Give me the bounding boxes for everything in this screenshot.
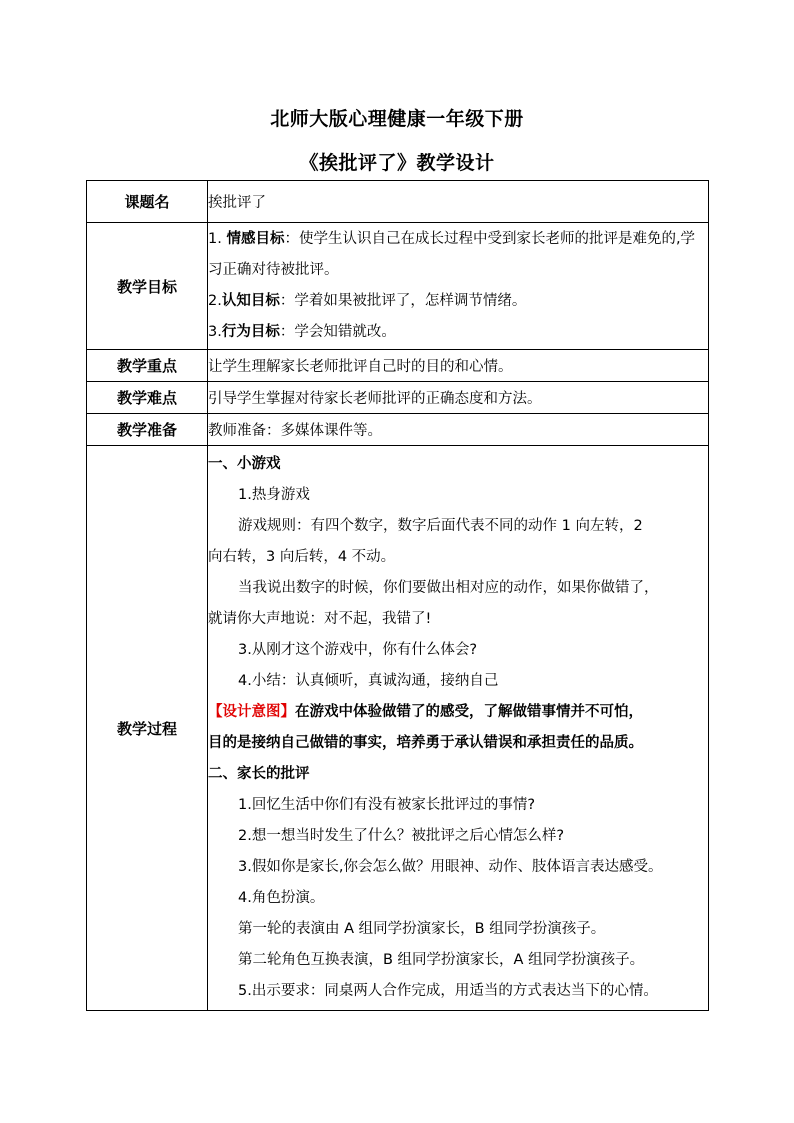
- goals-content: [208, 223, 709, 350]
- process-paragraph: 当我说出数字的时候，你们要做出相对应的动作，如果你做错了，: [238, 580, 659, 596]
- goals-label: 教学目标: [87, 223, 208, 350]
- difficulty-label: 教学难点: [87, 382, 208, 414]
- goal-heading: 行为目标: [221, 324, 280, 340]
- process-paragraph: 3.从刚才这个游戏中，你有什么体会?: [238, 642, 478, 658]
- goal-heading: 情感目标: [226, 231, 285, 247]
- difficulty-value: 引导学生掌握对待家长老师批评的正确态度和方法。: [208, 382, 709, 414]
- section-heading: 二、家长的批评: [208, 766, 310, 782]
- table-row: [87, 414, 709, 446]
- process-paragraph: 1.热身游戏: [238, 487, 310, 503]
- goal-cognitive: [208, 286, 708, 317]
- goal-text: ：使学生认识自己在成长过程中受到家长老师的批评是难免的,学习正确对待被批评。: [208, 231, 696, 278]
- process-paragraph: 第二轮角色互换表演，B 组同学扮演家长，A 组同学扮演孩子。: [238, 952, 645, 968]
- process-paragraph: 向右转，3 向后转，4 不动。: [208, 549, 396, 565]
- table-row: [87, 446, 709, 1011]
- table-row: [87, 382, 709, 414]
- process-paragraph: 3.假如你是家长,你会怎么做？用眼神、动作、肢体语言表达感受。: [238, 859, 663, 875]
- process-content: [208, 446, 709, 1011]
- goal-behavioral: [208, 317, 708, 348]
- design-intent: [208, 697, 708, 728]
- topic-value: 挨批评了: [208, 181, 709, 223]
- lesson-plan-table: [86, 180, 709, 1011]
- document-title: 北师大版心理健康一年级下册: [270, 108, 524, 130]
- process-paragraph: 2.想一想当时发生了什么？被批评之后心情怎么样?: [238, 828, 565, 844]
- goal-number: 3.: [208, 324, 222, 340]
- goal-text: ：学着如果被批评了，怎样调节情绪。: [279, 293, 527, 309]
- table-row: [87, 223, 709, 350]
- goal-emotional: [208, 224, 708, 286]
- process-paragraph: 第一轮的表演由 A 组同学扮演家长，B 组同学扮演孩子。: [238, 921, 606, 937]
- design-intent-text: 在游戏中体验做错了的感受，了解做错事情并不可怕，: [295, 704, 643, 720]
- goal-text: ：学会知错就改。: [279, 324, 396, 340]
- design-intent-tag: 【设计意图】: [208, 704, 295, 720]
- process-paragraph: 5.出示要求：同桌两人合作完成，用适当的方式表达当下的心情。: [238, 983, 658, 999]
- goal-heading: 认知目标: [221, 293, 280, 309]
- goal-number: 2.: [208, 293, 222, 309]
- topic-label: 课题名: [87, 181, 208, 223]
- process-paragraph: 就请你大声地说：对不起，我错了!: [208, 611, 432, 627]
- key-point-value: 让学生理解家长老师批评自己时的目的和心情。: [208, 350, 709, 382]
- key-point-label: 教学重点: [87, 350, 208, 382]
- process-label: 教学过程: [87, 446, 208, 1011]
- process-paragraph: 1.回忆生活中你们有没有被家长批评过的事情?: [238, 797, 536, 813]
- preparation-label: 教学准备: [87, 414, 208, 446]
- document-subtitle: 《挨批评了》教学设计: [299, 152, 495, 174]
- design-intent-text: 目的是接纳自己做错的事实，培养勇于承认错误和承担责任的品质。: [208, 735, 643, 751]
- section-heading: 一、小游戏: [208, 456, 281, 472]
- process-paragraph: 4.小结：认真倾听，真诚沟通，接纳自己: [238, 673, 499, 689]
- table-row: [87, 181, 709, 223]
- process-paragraph: 游戏规则：有四个数字，数字后面代表不同的动作 1 向左转，2: [238, 518, 643, 534]
- process-paragraph: 4.角色扮演。: [238, 890, 325, 906]
- goal-number: 1.: [208, 231, 222, 247]
- preparation-value: 教师准备：多媒体课件等。: [208, 414, 709, 446]
- table-row: [87, 350, 709, 382]
